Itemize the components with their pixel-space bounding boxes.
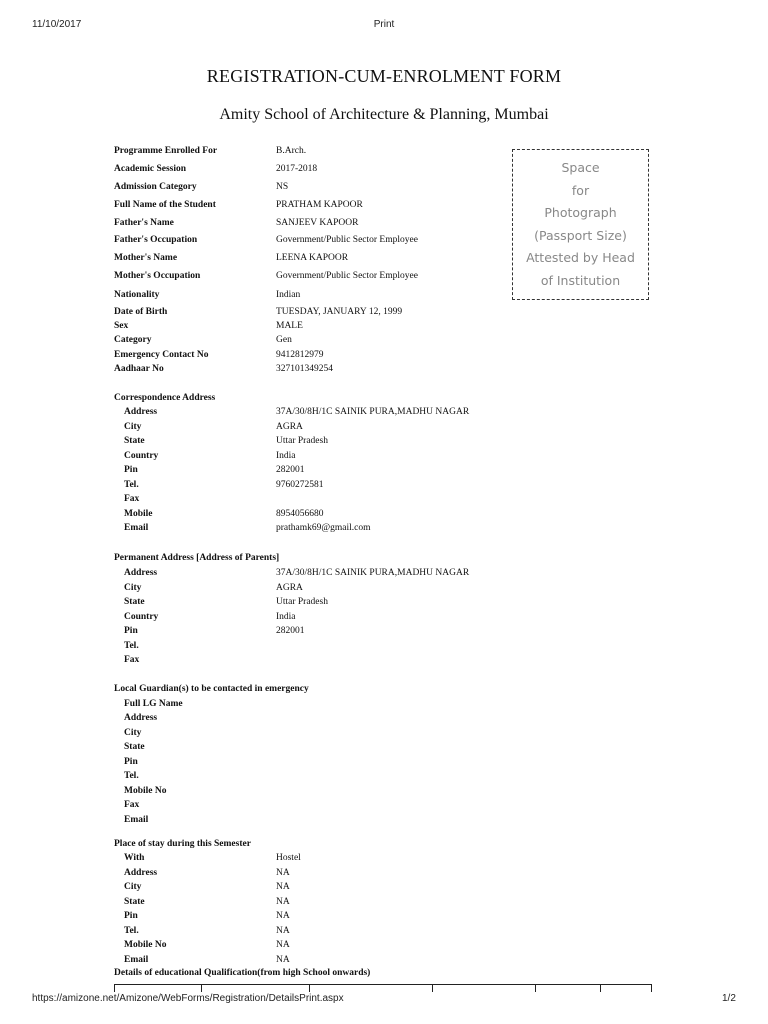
field-label: Aadhaar No [114,364,164,374]
detail-row [0,163,768,176]
guardian-row [0,741,768,754]
permanent-address-heading: Permanent Address [Address of Parents] [114,553,280,563]
field-value: Indian [276,290,301,300]
field-label: Address [124,407,158,417]
field-value: PRATHAM KAPOOR [276,200,363,210]
field-label: Father's Occupation [114,235,198,245]
correspondence-row [0,435,768,448]
field-label: Fax [124,494,140,504]
field-label: Mobile [124,508,153,519]
field-label: Nationality [114,290,160,300]
guardian-row [0,814,768,827]
field-label: Father's Name [114,218,174,228]
field-label: State [124,597,145,607]
field-value: TUESDAY, JANUARY 12, 1999 [276,307,403,317]
permanent-row [0,611,768,624]
field-value: 282001 [276,626,305,636]
field-label: Sex [114,321,129,331]
education-table-top-border [114,984,652,985]
field-value: India [276,450,296,461]
field-value: 37A/30/8H/1C SAINIK PURA,MADHU NAGAR [276,407,470,417]
detail-row [0,363,768,376]
field-label: Tel. [124,925,139,936]
permanent-row [0,596,768,609]
guardian-row [0,756,768,769]
permanent-row [0,625,768,638]
field-label: Pin [124,911,138,921]
field-label: Address [124,867,158,878]
photo-text-line: (Passport Size) [534,227,627,243]
guardian-row [0,727,768,740]
photo-text-line: of Institution [540,272,621,288]
field-label: Email [124,954,149,965]
detail-row [0,181,768,194]
field-label: Admission Category [114,182,197,192]
permanent-row [0,582,768,595]
field-label: With [124,853,145,863]
field-label: City [124,882,142,892]
field-label: Fax [124,655,140,665]
detail-row [0,199,768,212]
field-value: NA [276,882,290,892]
field-label: Fax [124,800,140,811]
stay-row [0,881,768,894]
field-value: 2017-2018 [276,164,318,174]
field-value: LEENA KAPOOR [276,253,349,263]
stay-row [0,852,768,865]
detail-row [0,252,768,265]
field-label: Date of Birth [114,307,168,317]
field-label: Programme Enrolled For [114,146,218,156]
correspondence-row [0,493,768,506]
field-label: Category [114,335,152,345]
field-value: Hostel [276,853,301,863]
print-title: Print [373,19,395,30]
field-label: Pin [124,626,138,636]
table-column-divider [309,984,310,992]
detail-row [0,334,768,347]
field-value: SANJEEV KAPOOR [276,218,359,228]
field-label: Emergency Contact No [114,350,209,360]
field-value: 9412812979 [276,350,324,360]
field-value: NA [276,954,290,965]
detail-row [0,234,768,247]
institution-name: Amity School of Architecture & Planning, Mumbai [219,106,549,123]
table-column-divider [600,984,601,992]
field-label: Email [124,814,149,825]
detail-row [0,349,768,362]
field-value: 8954056680 [276,508,324,519]
place-of-stay-heading: Place of stay during this Semester [114,839,251,849]
field-label: Full Name of the Student [114,200,216,210]
field-value: AGRA [276,582,303,593]
correspondence-row [0,479,768,492]
field-label: Tel. [124,640,139,651]
correspondence-row [0,508,768,521]
education-heading: Details of educational Qualification(from high School onwards) [114,968,371,978]
table-column-divider [535,984,536,992]
field-value: Government/Public Sector Employee [276,235,418,245]
field-value: India [276,611,296,622]
field-value: NS [276,182,289,192]
field-label: Email [124,523,149,533]
field-value: NA [276,911,290,921]
stay-row [0,896,768,909]
field-label: State [124,742,145,753]
table-column-divider [432,984,433,992]
local-guardian-heading: Local Guardian(s) to be contacted in emergency [114,684,309,694]
stay-row [0,867,768,880]
field-value: Uttar Pradesh [276,597,328,607]
guardian-row [0,770,768,783]
field-value: Gen [276,335,292,345]
field-value: 282001 [276,465,305,475]
field-value: NA [276,867,290,878]
page-url: https://amizone.net/Amizone/WebForms/Registration/DetailsPrint.aspx [32,993,344,1004]
field-label: Mother's Name [114,253,178,263]
photo-text-line: Space [561,160,600,175]
photo-text-line: for [571,182,590,198]
field-value: 9760272581 [276,479,324,490]
photo-text-line: Photograph [544,205,617,220]
field-value: NA [276,896,290,907]
field-label: Pin [124,756,138,767]
field-value: prathamk69@gmail.com [276,523,371,533]
correspondence-address-heading: Correspondence Address [114,393,216,403]
field-value: 327101349254 [276,364,333,374]
form-title: REGISTRATION-CUM-ENROLMENT FORM [206,66,562,86]
detail-row [0,289,768,302]
correspondence-row [0,464,768,477]
permanent-row [0,640,768,653]
field-label: Address [124,568,158,578]
field-label: Mother's Occupation [114,271,201,281]
table-column-divider [114,984,115,992]
field-value: Government/Public Sector Employee [276,271,418,281]
field-label: Pin [124,465,138,475]
stay-row [0,939,768,952]
correspondence-row [0,450,768,463]
correspondence-row [0,421,768,434]
field-label: City [124,727,142,738]
guardian-row [0,698,768,711]
print-date: 11/10/2017 [32,19,82,30]
field-label: State [124,896,145,907]
page-number: 1/2 [722,993,736,1004]
field-value: MALE [276,321,303,331]
field-value: Uttar Pradesh [276,436,328,446]
stay-row [0,925,768,938]
stay-row [0,910,768,923]
stay-row [0,954,768,967]
photo-text-line: Attested by Head [526,250,635,265]
detail-row [0,306,768,319]
field-label: Country [124,611,159,622]
field-label: Mobile No [124,785,167,796]
guardian-row [0,785,768,798]
table-column-divider [651,984,652,992]
guardian-row [0,712,768,725]
field-value: NA [276,940,290,950]
detail-row [0,145,768,158]
field-label: Address [124,713,158,724]
field-value: 37A/30/8H/1C SAINIK PURA,MADHU NAGAR [276,568,470,578]
table-column-divider [201,984,202,992]
field-label: Mobile No [124,940,167,950]
field-value: AGRA [276,421,303,432]
field-label: Country [124,450,159,461]
correspondence-row [0,406,768,419]
field-label: Full LG Name [124,699,183,709]
field-label: Tel. [124,771,139,782]
permanent-row [0,567,768,580]
correspondence-row [0,522,768,535]
detail-row [0,270,768,283]
field-label: State [124,436,145,446]
field-label: City [124,582,142,593]
guardian-row [0,799,768,812]
field-value: B.Arch. [276,146,307,156]
field-label: Tel. [124,479,139,490]
field-value: NA [276,925,290,936]
field-label: Academic Session [114,164,187,174]
field-label: City [124,421,142,432]
detail-row [0,217,768,230]
permanent-row [0,654,768,667]
detail-row [0,320,768,333]
